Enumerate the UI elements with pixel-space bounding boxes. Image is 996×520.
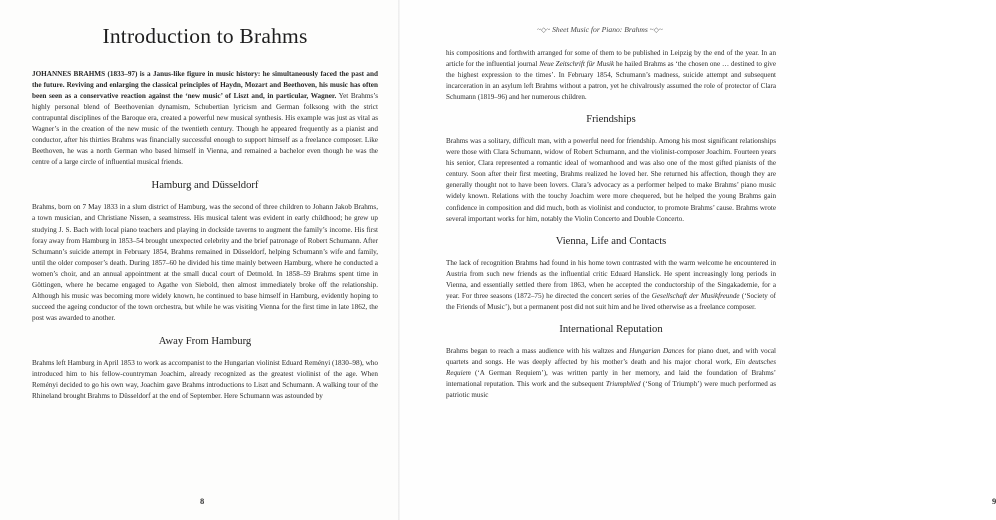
left-text-column: [32, 24, 378, 411]
section-text-international: [446, 346, 776, 401]
intl-text-b: for piano duet, and with vocal quartets and songs. He was deeply affected by his mother’s death and his major choral work,: [446, 346, 776, 366]
intl-text-d: (‘Song of Triumph’) were much performed as patriotic music: [446, 379, 776, 400]
section-heading-international: International Reputation: [559, 323, 663, 335]
vienna-text-b: (‘Society of the Friends of Music’), but a permanent post did not suit him and he lived otherwise as a freelance composer.: [446, 291, 777, 311]
society-name: Gesellschaft der Musikfreunde: [651, 291, 740, 300]
intl-text-c: (‘A German Requiem’), was written partly in her memory, and laid the foundation of Brahms’ international reputation. This work and the subsequent: [446, 368, 776, 388]
hungarian-dances-title: Hungarian Dances: [629, 346, 685, 355]
section-heading-friendships: Friendships: [586, 114, 636, 126]
left-page: [0, 0, 400, 520]
section-heading-hamburg: Hamburg and Düsseldorf: [151, 180, 259, 192]
running-head: [400, 25, 800, 34]
journal-title: Neue Zeitschrift für Musik: [539, 60, 615, 69]
section-heading-vienna: Vienna, Life and Contacts: [555, 235, 667, 247]
section-text-away: Brahms left Hamburg in April 1853 to work as accompanist to the Hungarian violinist Eduard Reményi (1830–98), who introduced him to his fellow-countryman Joachim, already recognized as the greatest violinist of the age. When Reményi decided to go his own way, Joachim gave Brahms introductions to Liszt and Schumann. A walking tour of the Rhineland brought Brahms to Düsseldorf at the end of September. Here Schumann was astounded by: [32, 358, 378, 401]
vienna-text-a: The lack of recognition Brahms had found in his home town contrasted with the warm welcome he encountered in Austria from such new friends as the influential critic Eduard Hanslick. He spent increasingly long periods in Vienna, and essentially settled there from 1863, when he accepted the conductorship of the Singakademie, for a year. For three seasons (1872–75) he directed the concert series of the: [446, 258, 776, 300]
right-text-column: [446, 48, 776, 410]
continued-paragraph: [446, 48, 776, 103]
left-page-number: 8: [200, 496, 205, 506]
intro-lead: JOHANNES BRAHMS (1833–97) is a Janus-like figure in music history: he simultaneously faced the past and the future. Reviving and enlarging the classical principles of Haydn, Mozart and Beethoven, his music has often been seen as a conservative reaction against the ‘new music’ of Liszt and, in particular, Wagner.: [32, 70, 378, 101]
section-heading-away: Away From Hamburg: [158, 335, 252, 347]
intro-paragraph: [32, 69, 378, 168]
running-head-ornament-right: ~◇~: [649, 26, 663, 34]
chapter-title: Introduction to Brahms: [102, 24, 308, 48]
continued-text-a: his compositions and forthwith arranged for some of them to be published in Leipzig by the end of the year. In an article for the influential journal: [446, 49, 776, 69]
section-text-hamburg: Brahms, born on 7 May 1833 in a slum district of Hamburg, was the second of three children to Johann Jakob Brahms, a town musician, and Christiane Nissen, a seamstress. His musical talent was evident in early childhood; he grew up studying J. S. Bach with local piano teachers and playing in dockside taverns to augment the family’s income. His first foray away from Hamburg in 1853–54 brought unexpected celebrity and the brief patronage of Robert Schumann. After Schumann’s suicide attempt in February 1854, Brahms remained in Düsseldorf, helping Schumann’s wife and family, until the older composer’s death. During 1857–60 he divided his time mainly between Hamburg, where he conducted a women’s choir, and an annual appointment at the small ducal court of Detmold. In 1858–59 Brahms spent time in Göttingen, where he became engaged to Agathe von Siebold, then almost immediately broke off the relationship. Although his music was becoming more widely known, he continued to base himself in Hamburg, evidently hoping to succeed the ageing conductor of the town orchestra, but while he was visiting Vienna for the first time in late 1862, the post was awarded to another.: [32, 203, 378, 322]
continued-text-b: he hailed Brahms as ‘the chosen one … destined to give the highest expression to the times’. In February 1854, Schumann’s madness, suicide attempt and subsequent incarceration in an asylum left Brahms without a patron, yet he chivalrously assumed the role of protector of Clara Schumann (1819–96) and her numerous children.: [446, 60, 777, 102]
section-text-vienna: [446, 258, 776, 313]
right-page-number: 9: [992, 496, 996, 506]
requiem-title: Ein deutsches Requiem: [446, 357, 776, 377]
section-text-friendships: Brahms was a solitary, difficult man, with a powerful need for friendship. Among his most significant relationships were those with Clara Schumann, widow of Robert Schumann, and the violinist-composer Joachim. Fourteen years his senior, Clara represented a romantic ideal of womanhood and was also one of the most gifted pianists of the century. Soon after their first meeting, Brahms realized he loved her. She returned his affection, though they are generally thought not to have been lovers. Clara’s advocacy as a performer helped to make Brahms’ piano music widely known. Relations with the touchy Joachim were more chequered, but he helped the young Brahms gain confidence in composition and did much, both as violinist and conductor, to promote Brahms’ cause. Brahms wrote several important works for him, notably the Violin Concerto and Double Concerto.: [446, 137, 776, 223]
triumphlied-title: Triumphlied: [605, 379, 641, 388]
intro-rest: Yet Brahms’s highly personal blend of Beethovenian dynamism, Schubertian lyricism and German folksong with the strict contrapuntal disciplines of the Baroque era, created a powerful new musical synthesis. His example was just as vital as Wagner’s in the creation of the new music of the twentieth century. Though he appeared frequently as a pianist and conductor, after his thirties Brahms was financially successful enough to support himself as a freelance composer. Like Beethoven, he was a north German who based himself in Vienna, and remained a bachelor even though he was the centre of a large circle of influential musical friends.: [32, 92, 379, 167]
intl-text-a: Brahms began to reach a mass audience with his waltzes and: [446, 346, 630, 355]
running-head-ornament-left: ~◇~: [537, 26, 551, 34]
running-head-title: Sheet Music for Piano: Brahms: [552, 25, 648, 34]
